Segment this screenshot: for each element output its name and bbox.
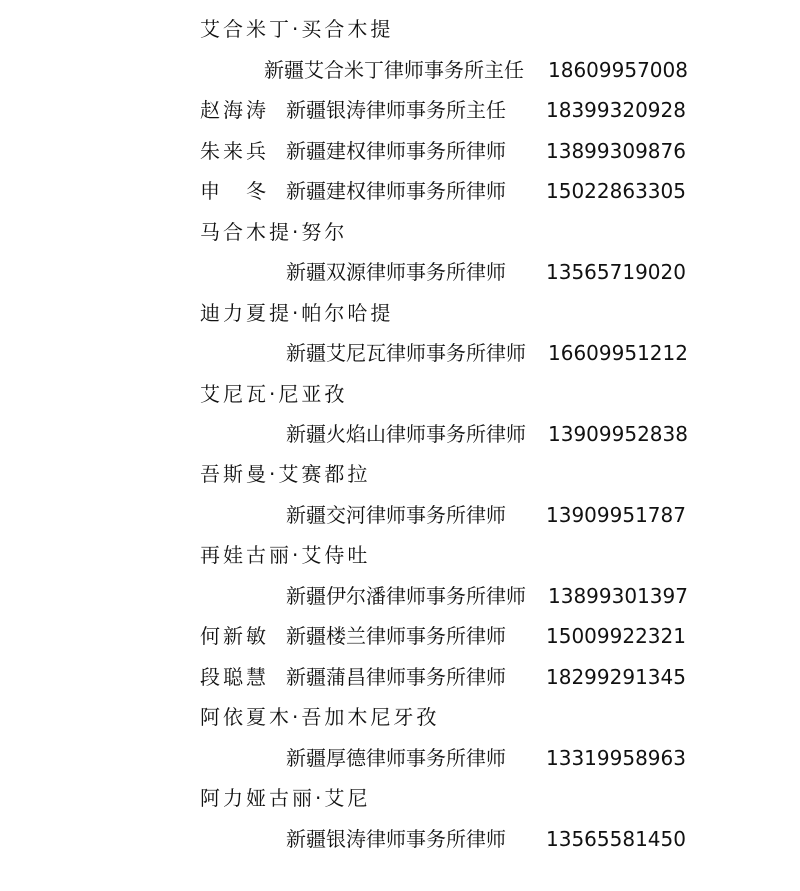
lawyer-firm: 新疆楼兰律师事务所律师 [286, 624, 506, 648]
lawyer-firm: 新疆建权律师事务所律师 [286, 179, 506, 203]
lawyer-name: 阿力娅古丽·艾尼 [200, 786, 371, 810]
lawyer-name: 阿依夏木·吾加木尼牙孜 [200, 705, 440, 729]
lawyer-phone: 13899301397 [548, 584, 688, 608]
lawyer-firm: 新疆火焰山律师事务所律师 [286, 422, 526, 446]
lawyer-name: 吾斯曼·艾赛都拉 [200, 462, 371, 486]
lawyer-phone: 13565719020 [546, 260, 686, 284]
lawyer-phone: 18399320928 [546, 98, 686, 122]
lawyer-name: 何新敏 [200, 624, 269, 648]
lawyer-name: 申 冬 [200, 179, 269, 203]
lawyer-phone: 15022863305 [546, 179, 686, 203]
lawyer-name: 艾尼瓦·尼亚孜 [200, 382, 348, 406]
lawyer-firm: 新疆艾尼瓦律师事务所律师 [286, 341, 526, 365]
lawyer-phone: 18299291345 [546, 665, 686, 689]
lawyer-name: 段聪慧 [200, 665, 269, 689]
lawyer-firm: 新疆交河律师事务所律师 [286, 503, 506, 527]
lawyer-name: 朱来兵 [200, 139, 269, 163]
lawyer-name: 马合木提·努尔 [200, 220, 348, 244]
lawyer-firm: 新疆艾合米丁律师事务所主任 [264, 58, 524, 82]
lawyer-phone: 13319958963 [546, 746, 686, 770]
lawyer-firm: 新疆伊尔潘律师事务所律师 [286, 584, 526, 608]
lawyer-firm: 新疆银涛律师事务所律师 [286, 827, 506, 851]
lawyer-phone: 13909952838 [548, 422, 688, 446]
lawyer-phone: 13899309876 [546, 139, 686, 163]
lawyer-name: 再娃古丽·艾侍吐 [200, 543, 371, 567]
lawyer-firm: 新疆厚德律师事务所律师 [286, 746, 506, 770]
lawyer-name: 艾合米丁·买合木提 [200, 17, 394, 41]
lawyer-phone: 18609957008 [548, 58, 688, 82]
lawyer-phone: 16609951212 [548, 341, 688, 365]
lawyer-phone: 13909951787 [546, 503, 686, 527]
lawyer-firm: 新疆建权律师事务所律师 [286, 139, 506, 163]
lawyer-firm: 新疆蒲昌律师事务所律师 [286, 665, 506, 689]
lawyer-phone: 13565581450 [546, 827, 686, 851]
lawyer-name: 迪力夏提·帕尔哈提 [200, 301, 394, 325]
lawyer-name: 赵海涛 [200, 98, 269, 122]
lawyer-phone: 15009922321 [546, 624, 686, 648]
lawyer-firm: 新疆银涛律师事务所主任 [286, 98, 506, 122]
lawyer-firm: 新疆双源律师事务所律师 [286, 260, 506, 284]
